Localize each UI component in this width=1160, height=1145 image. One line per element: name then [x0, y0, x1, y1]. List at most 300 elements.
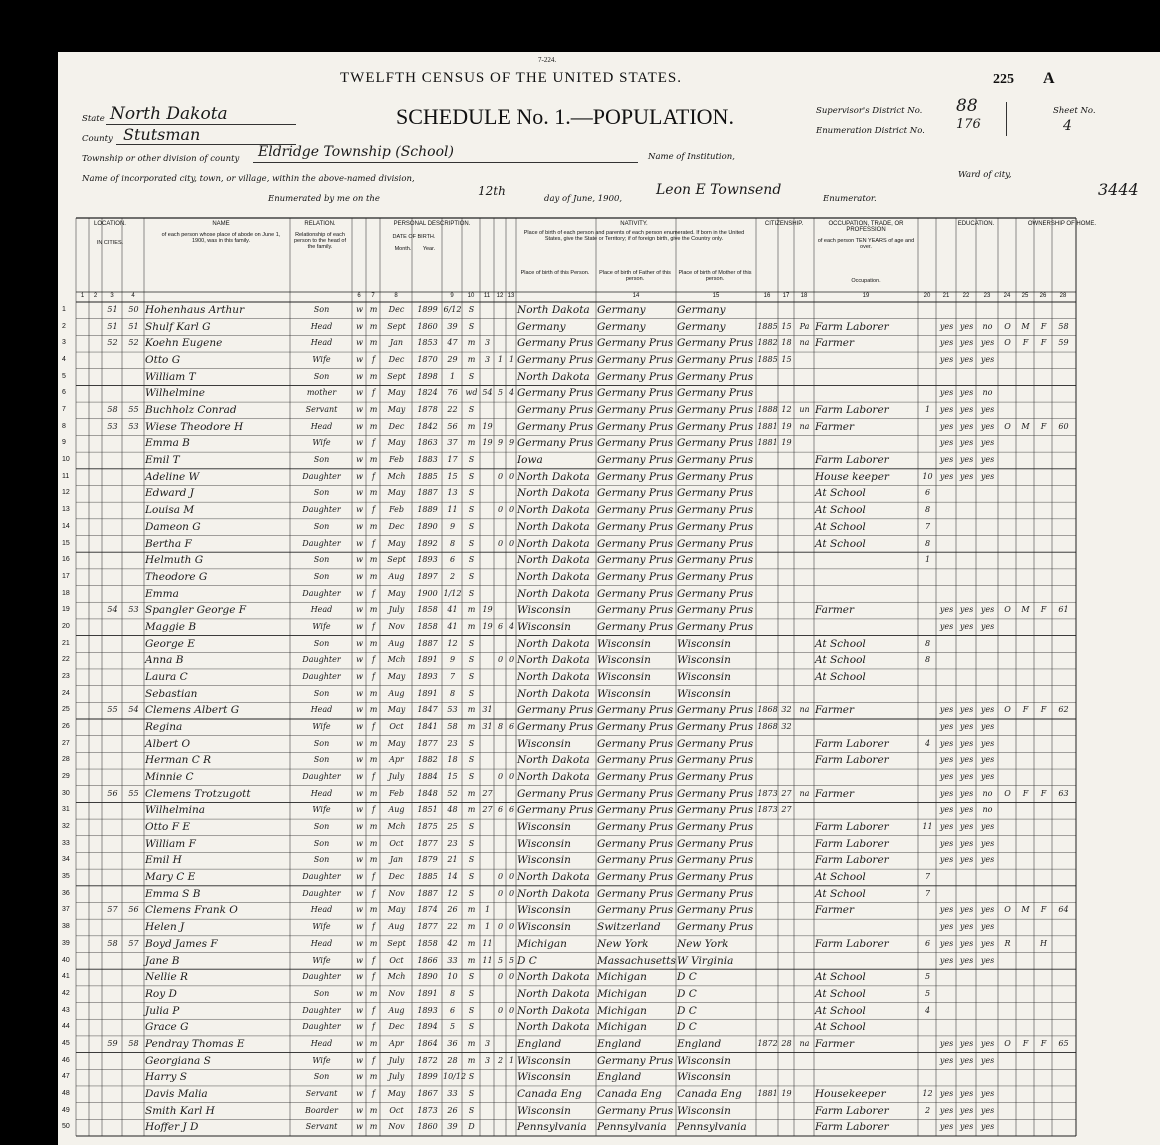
cell-fp: Germany Prus — [597, 837, 674, 850]
cell-sch: 60 — [1058, 421, 1069, 431]
cell-l: 1 — [508, 1055, 515, 1065]
cell-month: Nov — [388, 988, 405, 998]
cell-mar: S — [468, 505, 475, 515]
group-location: LOCATION. — [94, 221, 126, 227]
cell-c: 0 — [497, 888, 504, 898]
cell-own: O — [1004, 321, 1011, 331]
cell-mar: S — [468, 1072, 475, 1082]
cell-name: Albert O — [145, 737, 191, 750]
line-number: 10 — [62, 456, 70, 464]
cell-mp: Germany Prus — [677, 837, 754, 850]
cell-dw: 53 — [107, 421, 118, 431]
cell-color: w — [356, 1072, 363, 1082]
cell-year: 1899 — [417, 305, 438, 314]
cell-fp: Germany Prus — [597, 337, 674, 350]
cell-w: yes — [959, 905, 974, 915]
cell-year: 1887 — [417, 888, 438, 898]
cell-occ: Farm Laborer — [815, 1121, 889, 1134]
cell-bp: Germany Prus — [517, 704, 594, 717]
cell-age: 48 — [447, 805, 458, 815]
cell-rel: Boarder — [305, 1105, 338, 1115]
cell-mar: m — [467, 905, 476, 915]
cell-sex: m — [369, 855, 378, 865]
cell-bp: North Dakota — [517, 654, 590, 667]
cell-age: 7 — [449, 671, 456, 681]
cell-l: 1 — [508, 355, 515, 365]
cell-name: Shulf Karl G — [145, 320, 211, 333]
cell-r: yes — [939, 722, 954, 731]
column-number: 19 — [862, 293, 870, 299]
page-number: 225 — [993, 72, 1014, 87]
line-number: 45 — [62, 1039, 70, 1047]
cell-sex: m — [369, 1072, 378, 1082]
cell-month: Dec — [388, 521, 405, 531]
cell-occ: Farmer — [815, 604, 855, 617]
header-name-desc: of each person whose place of abode on June 1, 1900, was in this family. — [161, 232, 281, 244]
cell-color: w — [356, 888, 363, 898]
cell-month: Nov — [388, 621, 405, 631]
cell-bp: D C — [517, 954, 537, 967]
line-number: 15 — [62, 539, 70, 547]
cell-color: w — [356, 922, 363, 932]
cell-c: 8 — [497, 722, 504, 731]
cell-month: Sept — [387, 555, 406, 565]
cell-sex: f — [372, 471, 375, 481]
cell-h: F — [1040, 421, 1047, 431]
cell-w: yes — [959, 788, 974, 798]
cell-mo: 6 — [924, 938, 931, 948]
cell-mp: Germany Prus — [677, 620, 754, 633]
cell-year: 1887 — [417, 638, 438, 648]
cell-name: Louisa M — [145, 504, 195, 517]
cell-sex: m — [369, 1122, 378, 1132]
cell-mp: Germany Prus — [677, 771, 754, 784]
cell-occ: At School — [815, 654, 866, 667]
cell-color: w — [356, 655, 363, 665]
cell-r: yes — [939, 1122, 954, 1132]
cell-year: 1866 — [417, 955, 438, 965]
cell-age: 56 — [447, 421, 458, 431]
cell-sex: m — [369, 555, 378, 565]
column-number: 10 — [467, 293, 475, 299]
cell-age: 37 — [447, 438, 458, 448]
cell-name: Buchholz Conrad — [145, 404, 237, 417]
header-month: Month. — [394, 246, 412, 252]
cell-fp: Germany Prus — [597, 520, 674, 533]
cell-dw: 51 — [107, 305, 118, 314]
township-value: Eldridge Township (School) — [258, 144, 454, 160]
cell-mp: Germany Prus — [677, 704, 754, 717]
enumerated-mid: day of June, 1900, — [544, 194, 623, 204]
cell-name: Pendray Thomas E — [145, 1037, 245, 1050]
line-number: 22 — [62, 656, 70, 664]
cell-e: yes — [980, 822, 995, 832]
cell-bp: North Dakota — [517, 1004, 590, 1017]
cell-c: 6 — [497, 805, 504, 815]
cell-color: w — [356, 488, 363, 498]
cell-e: yes — [980, 1088, 995, 1098]
cell-l: 4 — [508, 388, 515, 398]
column-number: 12 — [496, 293, 504, 299]
cell-r: yes — [939, 1055, 954, 1065]
cell-h: F — [1040, 788, 1047, 798]
line-number: 33 — [62, 839, 70, 847]
cell-color: w — [356, 905, 363, 915]
cell-mo: 8 — [924, 538, 931, 548]
cell-name: Otto G — [145, 354, 181, 367]
cell-rel: Daughter — [302, 972, 341, 982]
line-number: 49 — [62, 1106, 70, 1114]
cell-mar: m — [467, 705, 476, 715]
cell-age: 76 — [447, 388, 458, 398]
cell-color: w — [356, 938, 363, 948]
cell-fp: Germany Prus — [597, 487, 674, 500]
column-number: 7 — [371, 293, 375, 299]
cell-mar: m — [467, 338, 476, 348]
cell-rel: Wife — [312, 955, 331, 965]
cell-w: yes — [959, 922, 974, 932]
cell-color: w — [356, 671, 363, 681]
cell-im: 1873 — [757, 805, 778, 815]
cell-w: yes — [959, 838, 974, 848]
cell-mp: Wisconsin — [677, 670, 731, 683]
column-number: 11 — [483, 293, 491, 299]
cell-h: F — [1040, 705, 1047, 715]
cell-mp: D C — [677, 1021, 697, 1034]
cell-r: yes — [939, 772, 954, 782]
cell-age: 25 — [447, 822, 458, 832]
cell-sex: f — [372, 438, 375, 448]
cell-age: 6 — [449, 555, 456, 565]
cell-year: 1872 — [417, 1055, 438, 1065]
cell-occ: At School — [815, 871, 866, 884]
cell-im: 1888 — [757, 405, 778, 415]
cell-sex: f — [372, 955, 375, 965]
cell-rel: Head — [310, 938, 333, 948]
cell-own: O — [1004, 905, 1011, 915]
cell-mar: S — [468, 488, 475, 498]
cell-occ: At School — [815, 504, 866, 517]
cell-rel: Head — [310, 421, 333, 431]
cell-name: Sebastian — [145, 687, 198, 700]
cell-mar: S — [468, 638, 475, 648]
cell-year: 1848 — [417, 788, 438, 798]
cell-e: yes — [980, 838, 995, 848]
cell-dw: 57 — [107, 905, 118, 915]
cell-year: 1878 — [417, 405, 438, 415]
cell-mar: m — [467, 1038, 476, 1048]
cell-year: 1860 — [417, 321, 438, 331]
cell-year: 1882 — [417, 755, 438, 765]
cell-rel: Son — [313, 1072, 330, 1082]
cell-yr: 27 — [781, 788, 792, 798]
cell-age: 12 — [447, 638, 458, 648]
cell-c: 5 — [497, 955, 504, 965]
cell-sex: f — [372, 1088, 375, 1098]
group-occupation: OCCUPATION, TRADE, OR PROFESSION — [828, 221, 904, 233]
cell-month: July — [388, 1055, 405, 1065]
cell-month: May — [387, 738, 406, 748]
cell-color: w — [356, 1088, 363, 1098]
cell-c: 6 — [497, 621, 504, 631]
cell-e: yes — [980, 1055, 995, 1065]
cell-r: yes — [939, 421, 954, 431]
cell-month: Sept — [387, 371, 406, 381]
cell-age: 17 — [447, 455, 458, 465]
group-citizenship: CITIZENSHIP. — [764, 221, 804, 227]
cell-fp: Switzerland — [597, 921, 661, 934]
cell-fp: Germany Prus — [597, 737, 674, 750]
cell-bp: North Dakota — [517, 771, 590, 784]
cell-occ: Farm Laborer — [815, 837, 889, 850]
cell-rel: Son — [313, 555, 330, 565]
cell-color: w — [356, 788, 363, 798]
cell-rel: Daughter — [302, 655, 341, 665]
column-number: 21 — [942, 293, 950, 299]
cell-color: w — [356, 405, 363, 415]
cell-mar: S — [468, 588, 475, 598]
cell-fam: 56 — [128, 905, 139, 915]
line-number: 13 — [62, 506, 70, 514]
cell-sch: 62 — [1058, 705, 1069, 715]
cell-mp: Germany Prus — [677, 437, 754, 450]
cell-mar: m — [467, 1055, 476, 1065]
cell-sex: f — [372, 588, 375, 598]
cell-r: yes — [939, 388, 954, 398]
cell-year: 1892 — [417, 538, 438, 548]
column-number: 13 — [507, 293, 515, 299]
cell-occ: At School — [815, 670, 866, 683]
cell-occ: Farmer — [815, 420, 855, 433]
line-number: 25 — [62, 706, 70, 714]
line-number: 41 — [62, 973, 70, 981]
enumerated-prefix: Enumerated by me on the — [268, 194, 380, 204]
cell-fp: Germany Prus — [597, 721, 674, 733]
cell-w: yes — [959, 955, 974, 965]
cell-year: 1885 — [417, 872, 438, 882]
cell-mp: Germany Prus — [677, 370, 754, 383]
cell-age: 6 — [449, 1005, 456, 1015]
cell-month: May — [387, 705, 406, 715]
cell-fp: Germany Prus — [597, 504, 674, 517]
cell-h: F — [1040, 1038, 1047, 1048]
cell-color: w — [356, 371, 363, 381]
column-number: 6 — [357, 293, 361, 299]
cell-age: 21 — [447, 855, 458, 865]
line-number: 50 — [62, 1123, 70, 1131]
cell-fp: England — [597, 1071, 642, 1084]
schedule-title: SCHEDULE No. 1.—POPULATION. — [396, 104, 734, 129]
cell-mar: S — [468, 1105, 475, 1115]
line-number: 23 — [62, 672, 70, 680]
cell-sex: f — [372, 872, 375, 882]
cell-year: 1875 — [417, 822, 438, 832]
cell-rel: Son — [313, 688, 330, 698]
cell-occ: At School — [815, 987, 866, 1000]
cell-age: 36 — [447, 1038, 458, 1048]
line-number: 30 — [62, 789, 70, 797]
cell-e: yes — [980, 738, 995, 748]
cell-mo: 7 — [924, 521, 931, 531]
cell-occ: House keeper — [815, 470, 889, 483]
cell-mp: Germany Prus — [677, 520, 754, 533]
header-occupation-desc: of each person TEN YEARS of age and over. — [817, 238, 915, 250]
cell-mar: S — [468, 838, 475, 848]
cell-age: 58 — [447, 722, 458, 731]
cell-year: 1891 — [417, 655, 438, 665]
cell-fp: Germany Prus — [597, 604, 674, 617]
line-number: 8 — [62, 422, 66, 430]
cell-mp: Germany Prus — [677, 854, 754, 867]
cell-bp: North Dakota — [517, 637, 590, 650]
cell-year: 1877 — [417, 838, 438, 848]
cell-year: 1879 — [417, 855, 438, 865]
enumeration-value: 176 — [956, 117, 981, 132]
cell-w: yes — [959, 455, 974, 465]
cell-r: yes — [939, 955, 954, 965]
line-number: 26 — [62, 723, 70, 730]
cell-mp: Germany Prus — [677, 904, 754, 917]
cell-fp: Germany Prus — [597, 1104, 674, 1117]
cell-yr: 27 — [781, 805, 792, 815]
cell-mo: 7 — [924, 872, 931, 882]
header-birth-mother: Place of birth of Mother of this person. — [678, 270, 752, 282]
cell-sex: m — [369, 905, 378, 915]
cell-fp: Germany Prus — [597, 537, 674, 550]
cell-rel: Wife — [312, 355, 331, 365]
cell-bp: Wisconsin — [517, 604, 571, 617]
cell-mp: England — [677, 1037, 722, 1050]
cell-own: O — [1004, 788, 1011, 798]
cell-mp: Germany Prus — [677, 804, 754, 817]
cell-w: yes — [959, 438, 974, 448]
cell-r: yes — [939, 621, 954, 631]
cell-month: July — [388, 605, 405, 615]
cell-name: Grace G — [145, 1021, 189, 1034]
cell-sex: f — [372, 972, 375, 982]
cell-name: George E — [145, 637, 195, 650]
cell-w: yes — [959, 805, 974, 815]
cell-sex: m — [369, 638, 378, 648]
cell-name: Clemens Frank O — [145, 904, 238, 917]
cell-year: 1889 — [417, 505, 438, 515]
cell-month: Feb — [389, 505, 404, 515]
cell-mo: 12 — [922, 1088, 933, 1098]
cell-month: Aug — [388, 638, 405, 648]
cell-mp: Germany Prus — [677, 871, 754, 884]
cell-y: 19 — [482, 438, 493, 448]
cell-e: yes — [980, 705, 995, 715]
cell-bp: Wisconsin — [517, 1104, 571, 1117]
cell-year: 1824 — [417, 388, 438, 398]
cell-im: 1885 — [757, 355, 778, 365]
cell-fp: England — [597, 1037, 642, 1050]
cell-color: w — [356, 538, 363, 548]
cell-sex: m — [369, 305, 378, 314]
cell-name: Maggie B — [145, 620, 197, 633]
cell-r: yes — [939, 755, 954, 765]
cell-month: Aug — [388, 571, 405, 581]
cell-mp: Germany Prus — [677, 754, 754, 767]
cell-r: yes — [939, 605, 954, 615]
cell-age: 39 — [447, 321, 458, 331]
cell-mar: S — [468, 571, 475, 581]
cell-mp: Germany Prus — [677, 504, 754, 517]
cell-own: O — [1004, 1038, 1011, 1048]
cell-fam: 51 — [128, 321, 139, 331]
cell-month: Nov — [388, 1122, 405, 1132]
cell-c: 1 — [497, 355, 504, 365]
cell-name: Wiese Theodore H — [145, 420, 244, 433]
cell-fm: F — [1022, 705, 1029, 715]
cell-l: 0 — [508, 772, 515, 782]
cell-name: Herman C R — [145, 754, 211, 767]
sheet-label: Sheet No. — [1053, 106, 1096, 116]
column-number: 17 — [782, 293, 790, 299]
cell-bp: Germany Prus — [517, 721, 594, 733]
cell-year: 1841 — [417, 722, 438, 731]
cell-im: 1868 — [757, 722, 778, 731]
cell-month: May — [387, 388, 406, 398]
cell-month: Mch — [387, 655, 406, 665]
cell-w: yes — [959, 1055, 974, 1065]
cell-name: Clemens Trotzugott — [145, 787, 251, 800]
line-number: 27 — [62, 739, 70, 747]
cell-fp: Germany Prus — [597, 554, 674, 567]
cell-fam: 55 — [128, 405, 139, 415]
cell-occ: Farm Laborer — [815, 821, 889, 834]
cell-fam: 55 — [128, 788, 139, 798]
cell-w: yes — [959, 722, 974, 731]
cell-bp: North Dakota — [517, 971, 590, 984]
cell-bp: Wisconsin — [517, 821, 571, 834]
cell-occ: Farm Laborer — [815, 320, 889, 333]
cell-mar: m — [467, 355, 476, 365]
cell-sex: f — [372, 1005, 375, 1015]
cell-yr: 15 — [781, 321, 792, 331]
cell-fp: Wisconsin — [597, 687, 651, 700]
cell-y: 19 — [482, 421, 493, 431]
cell-l: 4 — [508, 621, 515, 631]
cell-color: w — [356, 988, 363, 998]
cell-occ: At School — [815, 520, 866, 533]
column-number: 4 — [131, 293, 135, 299]
line-number: 46 — [62, 1056, 70, 1064]
cell-w: yes — [959, 705, 974, 715]
cell-sex: m — [369, 822, 378, 832]
cell-sch: 63 — [1058, 788, 1069, 798]
line-number: 20 — [62, 622, 70, 630]
cell-age: 41 — [447, 621, 458, 631]
cell-fp: Germany Prus — [597, 370, 674, 383]
cell-month: Dec — [388, 421, 405, 431]
cell-mar: S — [468, 772, 475, 782]
cell-e: yes — [980, 405, 995, 415]
cell-sex: f — [372, 922, 375, 932]
enumerator-name: Leon E Townsend — [656, 182, 782, 198]
group-nativity: NATIVITY. — [620, 221, 648, 227]
cell-year: 1847 — [417, 705, 438, 715]
cell-c: 2 — [497, 1055, 504, 1065]
cell-sex: m — [369, 838, 378, 848]
cell-rel: Daughter — [302, 671, 341, 681]
cell-name: William F — [145, 837, 196, 850]
cell-bp: North Dakota — [517, 687, 590, 700]
line-number: 2 — [62, 322, 66, 330]
column-number: 1 — [80, 293, 85, 299]
cell-mar: S — [468, 755, 475, 765]
cell-month: May — [387, 405, 406, 415]
